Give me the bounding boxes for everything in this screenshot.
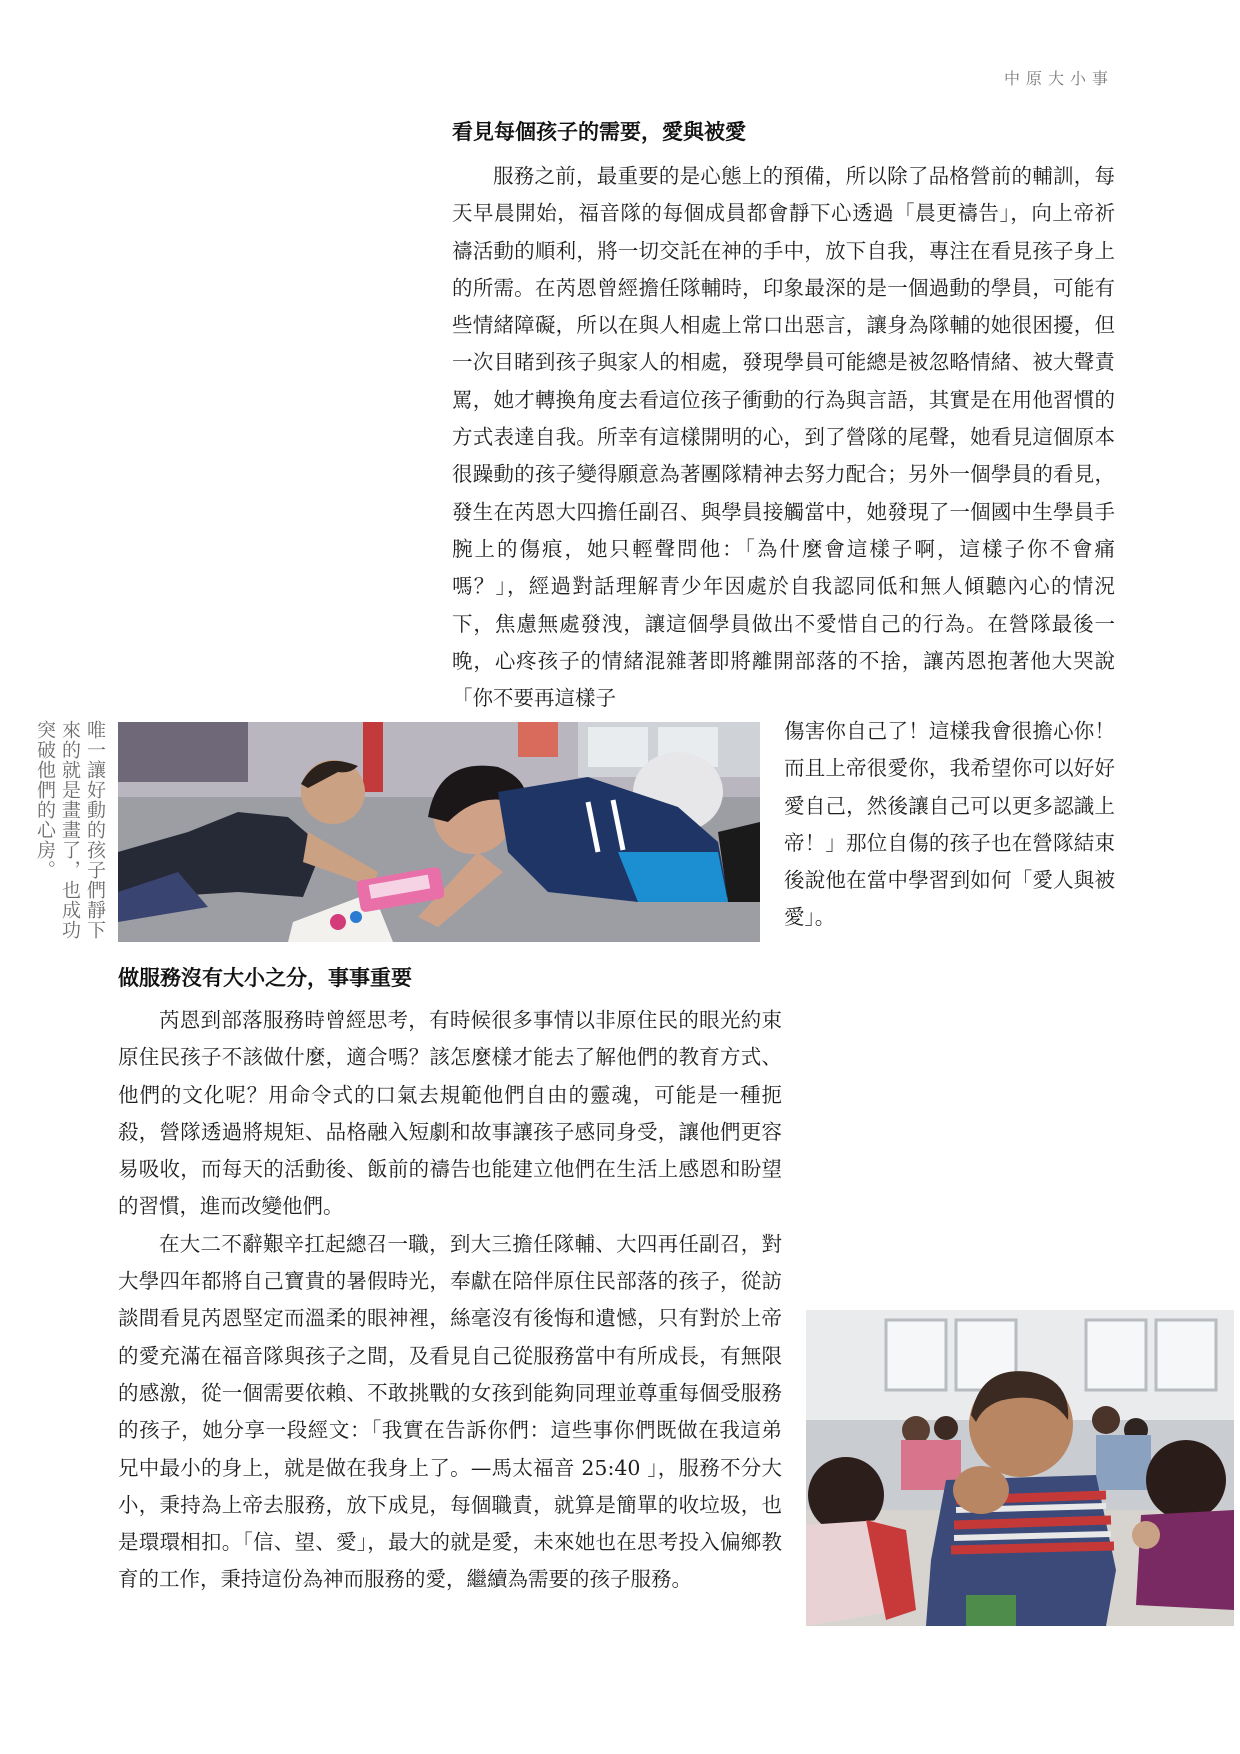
section2-paragraph-2: 在大二不辭艱辛扛起總召一職，到大三擔任隊輔、大四再任副召，對大學四年都將自己寶貴的暑假時光，奉獻在陪伴原住民部落的孩子，從訪談間看見芮恩堅定而溫柔的眼神裡，絲毫沒有後悔和遺憾，只有對於上帝的愛充滿在福音隊與孩子之間，及看見自己從服務當中有所成長，有無限的感激，從一個需要依賴、不敢挑戰的女孩到能夠同理並尊重每個受服務的孩子，她分享一段經文：「我實在告訴你們：這些事你們既做在我這弟兄中最小的身上，就是做在我身上了。—馬太福音 25:40 」，服務不分大小，秉持為上帝去服務，放下成見，每個職責，就算是簡單的收垃圾，也是環環相扣。「信、望、愛」，最大的就是愛，未來她也在思考投入偏鄉教育的工作，秉持這份為神而服務的愛，繼續為需要的孩子服務。 xyxy=(118,1231,782,1592)
photo-kids-praying xyxy=(806,1310,1234,1626)
section1-side-text xyxy=(784,713,1115,937)
photo-kids-drawing xyxy=(118,722,760,942)
section2-paragraph-1: 芮恩到部落服務時曾經思考，有時候很多事情以非原住民的眼光約束原住民孩子不該做什麼，適合嗎？該怎麼樣才能去了解他們的教育方式、他們的文化呢？用命令式的口氣去規範他們自由的靈魂，可能是一種扼殺，營隊透過將規矩、品格融入短劇和故事讓孩子感同身受，讓他們更容易吸收，而每天的活動後、飯前的禱告也能建立他們在生活上感恩和盼望的習慣，進而改變他們。 xyxy=(118,1008,782,1219)
magazine-brand: 中原大小事 xyxy=(1003,69,1114,88)
photo-kids-drawing-caption: 唯一讓好動的孩子們靜下來的就是畫畫了，也成功突破他們的心房。 xyxy=(34,720,106,940)
section2-text xyxy=(118,1002,782,1599)
section1-heading: 看見每個孩子的需要，愛與被愛 xyxy=(452,119,746,144)
section2-heading: 做服務沒有大小之分，事事重要 xyxy=(118,965,412,990)
section1-paragraph-continued: 傷害你自己了！這樣我會很擔心你！而且上帝很愛你，我希望你可以好好愛自己，然後讓自己可以更多認識上帝！」那位自傷的孩子也在營隊結束後說他在當中學習到如何「愛人與被愛」。 xyxy=(784,719,1115,930)
section1-paragraph: 服務之前，最重要的是心態上的預備，所以除了品格營前的輔訓，每天早晨開始，福音隊的每個成員都會靜下心透過「晨更禱告」，向上帝祈禱活動的順利，將一切交託在神的手中，放下自我，專注在看見孩子身上的所需。在芮恩曾經擔任隊輔時，印象最深的是一個過動的學員，可能有些情緒障礙，所以在與人相處上常口出惡言，讓身為隊輔的她很困擾，但一次目睹到孩子與家人的相處，發現學員可能總是被忽略情緒、被大聲責罵，她才轉換角度去看這位孩子衝動的行為與言語，其實是在用他習慣的方式表達自我。所幸有這樣開明的心，到了營隊的尾聲，她看見這個原本很躁動的孩子變得願意為著團隊精神去努力配合；另外一個學員的看見，發生在芮恩大四擔任副召、與學員接觸當中，她發現了一個國中生學員手腕上的傷痕，她只輕聲問他：「為什麼會這樣子啊，這樣子你不會痛嗎？」，經過對話理解青少年因處於自我認同低和無人傾聽內心的情況下，焦慮無處發洩，讓這個學員做出不愛惜自己的行為。在營隊最後一晚，心疼孩子的情緒混雜著即將離開部落的不捨，讓芮恩抱著他大哭說「你不要再這樣子 xyxy=(452,164,1115,711)
section1-main-text xyxy=(452,158,1115,717)
